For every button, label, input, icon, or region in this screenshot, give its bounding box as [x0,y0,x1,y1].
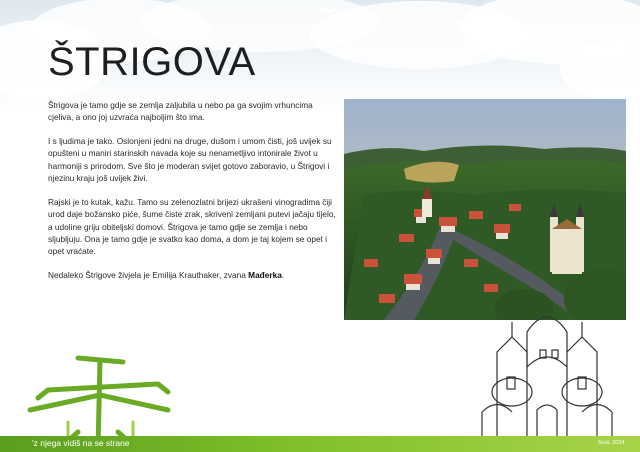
paragraph-2: I s ljudima je tako. Oslonjeni jedni na druge, dušom i umom čisti, još uvijek su opušteni u maniri starinskih navada koje su nenametljivo intonirale život u harmoniji s prirodom. Sve što je moderan svijet gotovo zaboravio, u Štrigovi i njezinu kraju još uvijek živi. [48,136,332,184]
closing-name: Mađerka [248,270,282,281]
footer-note: Sruti, 2024. [597,440,626,446]
body-text [48,99,338,293]
page-title: ŠTRIGOVA [48,40,256,84]
closing-text: Nedaleko Štrigove živjela je Emilija Krauthaker, zvana [48,270,249,281]
closing-end: . [281,270,285,281]
footer-slogan: 'z njega vidiš na se strane [32,438,130,448]
paragraph-4 [48,269,338,281]
aerial-village-photo [344,99,626,320]
paragraph-3: Rajski je to kutak, kažu. Tamo su zelenozlatni brijezi ukrašeni vinogradima čiji urod daje božansko piće, šume čiste zrak, skriveni zemljani putevi jačaju tijelo, a udoline griju obiteljski domovi. Štrigova je tamo gdje se zemlja i nebo sljubljuju. Ona je tamo gdje je svatko kao doma, a dom je taj kojem se opet i opet vraćate. [48,196,336,257]
church-line-drawing [472,292,622,442]
paragraph-1: Štrigova je tamo gdje se zemlja zaljubila u nebo pa ga svojim vrhuncima cjeliva, a ono joj uzvraća najboljim što ima. [48,100,313,123]
